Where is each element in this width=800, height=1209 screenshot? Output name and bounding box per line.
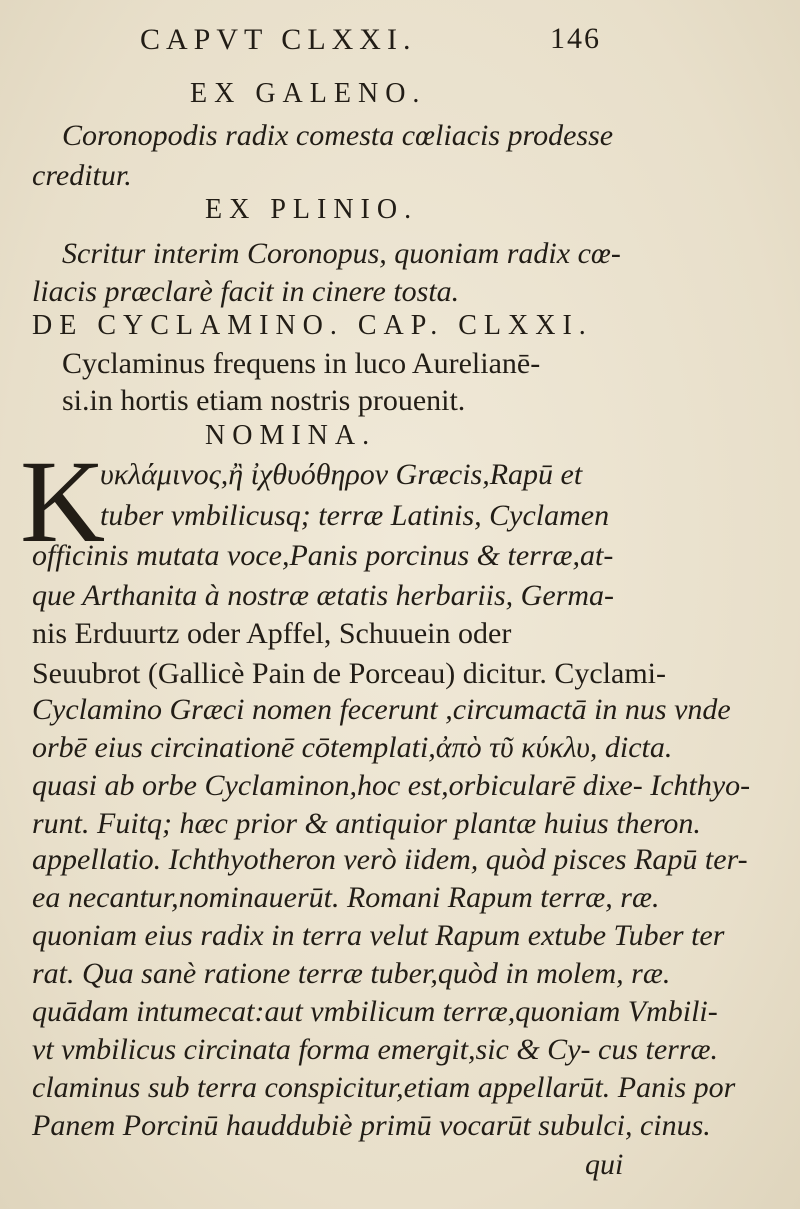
text-line: DE CYCLAMINO. CAP. CLXXI.: [32, 310, 593, 341]
catchword: qui: [585, 1148, 624, 1181]
text-line: si.in hortis etiam nostris prouenit.: [62, 384, 466, 417]
text-line: tuber vmbilicusq; terræ Latinis, Cyclamen: [100, 499, 610, 532]
text-line: orbē eius circinationē cōtemplati,ἀπὸ τῦ κύκλυ, dicta.: [32, 731, 673, 764]
drop-capital: K: [20, 436, 106, 567]
text-line: Panem Porcinū hauddubiè primū vocarūt subulci, cinus.: [32, 1109, 711, 1142]
text-line: Cyclamino Græci nomen fecerunt ,circumactā in nus vnde: [32, 693, 731, 726]
text-line: quoniam eius radix in terra velut Rapum extube Tuber ter: [32, 919, 725, 952]
text-line: Seuubrot (Gallicè Pain de Porceau) dicitur. Cyclami-: [32, 657, 666, 690]
page-number: 146: [550, 22, 601, 55]
text-line: creditur.: [32, 159, 132, 192]
text-line: Cyclaminus frequens in luco Aurelianē-: [62, 347, 541, 380]
text-line: nis Erduurtz oder Apffel, Schuuein oder: [32, 617, 512, 650]
text-line: liacis præclarè facit in cinere tosta.: [32, 275, 460, 308]
text-line: claminus sub terra conspicitur,etiam appellarūt. Panis por: [32, 1071, 736, 1104]
text-line: quādam intumecat:aut vmbilicum terræ,quoniam Vmbili-: [32, 995, 718, 1028]
text-line: EX GALENO.: [190, 78, 427, 109]
text-line: quasi ab orbe Cyclaminon,hoc est,orbicularē dixe- Ichthyo-: [32, 769, 751, 802]
text-line: vt vmbilicus circinata forma emergit,sic & Cy- cus terræ.: [32, 1033, 719, 1066]
text-line: appellatio. Ichthyotheron verò iidem, quòd pisces Rapū ter-: [32, 843, 748, 876]
text-line: que Arthanita à nostræ ætatis herbariis, Germa-: [32, 579, 614, 612]
text-line: ea necantur,nominauerūt. Romani Rapum terræ, ræ.: [32, 881, 660, 914]
running-title: CAPVT CLXXI.: [140, 23, 417, 56]
text-line: rat. Qua sanè ratione terræ tuber,quòd in molem, ræ.: [32, 957, 671, 990]
text-line: υκλάμινος,ἢ ἰχθυόθηρον Græcis,Rapū et: [100, 458, 583, 491]
text-line: Coronopodis radix comesta cœliacis prodesse: [62, 119, 614, 152]
text-line: runt. Fuitq; hæc prior & antiquior plantæ huius theron.: [32, 807, 701, 840]
text-line: NOMINA.: [205, 420, 377, 451]
text-line: Scritur interim Coronopus, quoniam radix cœ-: [62, 237, 621, 270]
text-line: EX PLINIO.: [205, 194, 419, 225]
text-line: officinis mutata voce,Panis porcinus & terræ,at-: [32, 539, 614, 572]
